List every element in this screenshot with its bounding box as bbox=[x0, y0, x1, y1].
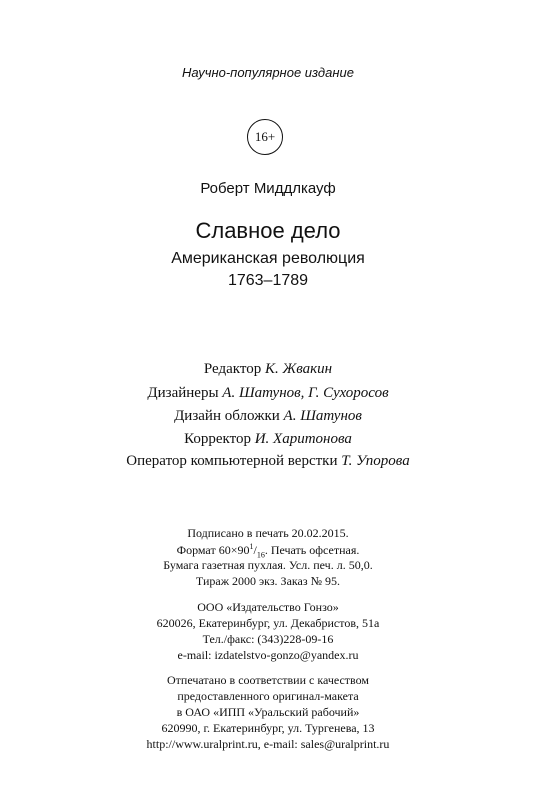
printer-line-5: http://www.uralprint.ru, e-mail: sales@uralprint.ru bbox=[146, 737, 390, 751]
book-years: 1763–1789 bbox=[227, 272, 309, 289]
printer-line-3: в ОАО «ИПП «Уральский рабочий» bbox=[176, 705, 360, 719]
signed-to-print: Подписано в печать 20.02.2015. bbox=[187, 526, 349, 540]
printer-line-1: Отпечатано в соответствии с качеством bbox=[166, 673, 370, 687]
credit-layout-operator: Оператор компьютерной верстки Т. Упорова bbox=[126, 453, 410, 469]
format-line: Формат $60\times 90^1/_{16}$. Печать офсетная. bbox=[176, 542, 360, 560]
circulation-line: Тираж 2000 экз. Заказ № 95. bbox=[195, 574, 341, 588]
credit-cover-design: Дизайн обложки А. Шатунов bbox=[174, 408, 362, 424]
printer-line-4: 620990, г. Екатеринбург, ул. Тургенева, 13 bbox=[161, 721, 375, 735]
publisher-address: 620026, Екатеринбург, ул. Декабристов, 51а bbox=[156, 616, 380, 630]
book-subtitle: Американская революция bbox=[171, 250, 365, 267]
credit-designers: Дизайнеры А. Шатунов, Г. Сухоросов bbox=[147, 385, 389, 401]
age-rating-badge: 16+ bbox=[247, 119, 283, 155]
author-name: Роберт Миддлкауф bbox=[200, 180, 336, 197]
publisher-name: ООО «Издательство Гонзо» bbox=[197, 600, 339, 614]
publisher-email: e-mail: izdatelstvo-gonzo@yandex.ru bbox=[177, 648, 359, 662]
book-title: Славное дело bbox=[195, 218, 341, 243]
paper-line: Бумага газетная пухлая. Усл. печ. л. 50,0. bbox=[163, 558, 373, 572]
credit-proofreader: Корректор И. Харитонова bbox=[184, 431, 352, 447]
printer-line-2: предоставленного оригинал-макета bbox=[177, 689, 359, 703]
credit-editor: Редактор К. Жвакин bbox=[203, 361, 333, 377]
publisher-phone: Тел./факс: (343)228-09-16 bbox=[202, 632, 334, 646]
edition-type: Научно-популярное издание bbox=[182, 65, 354, 80]
